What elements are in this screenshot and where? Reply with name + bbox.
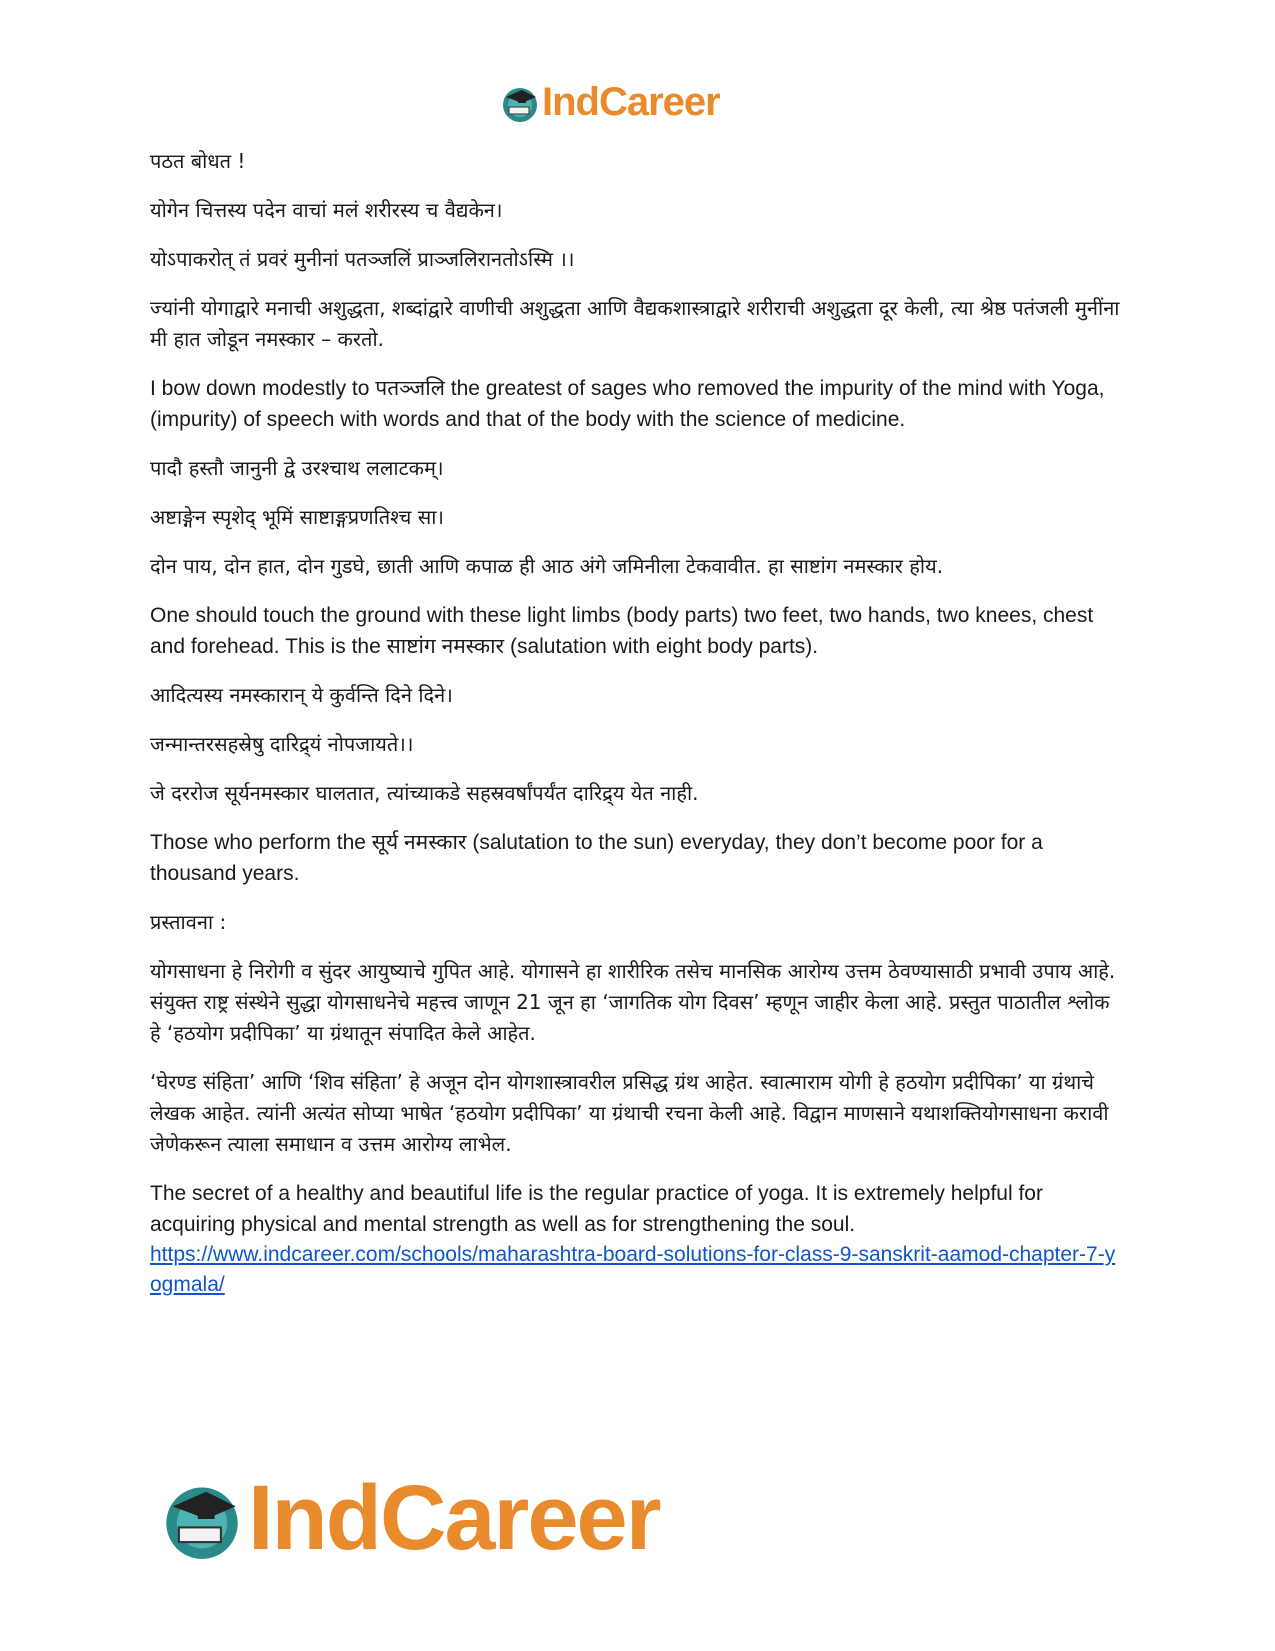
header-logo [500, 80, 720, 125]
verse-2-english: One should touch the ground with these light limbs (body parts) two feet, two hands, two knees, chest and forehead. This is the साष्टांग नमस्कार (salutation with eight body parts). [150, 604, 1094, 658]
verse-3-line-2: जन्मान्तरसहस्रेषु दारिद्र्यं नोपजायते।। [150, 732, 414, 756]
globe-graduation-cap-icon [500, 83, 540, 123]
source-link[interactable]: https://www.indcareer.com/schools/maharashtra-board-solutions-for-class-9-sanskrit-aamod-chapter-7-yogmala/ [150, 1243, 1116, 1296]
globe-graduation-cap-icon [160, 1477, 244, 1561]
intro-paragraph-1: योगसाधना हे निरोगी व सुंदर आयुष्याचे गुपित आहे. योगासने हा शारीरिक तसेच मानसिक आरोग्य उत्तम ठेवण्यासाठी प्रभावी उपाय आहे. संयुक्त राष्ट्र संस्थेने सुद्धा योगसाधनेचे महत्त्व जाणून 21 जून हा ‘जागतिक योग दिवस’ म्हणून जाहीर केला आहे. प्रस्तुत पाठातील श्लोक हे ‘हठयोग प्रदीपिका’ या ग्रंथातून संपादित केले आहेत. [150, 959, 1116, 1045]
verse-1-english: I bow down modestly to पतञ्जलि the greatest of sages who removed the impurity of the mind with Yoga, (impurity) of speech with words and that of the body with the science of medicine. [150, 377, 1105, 431]
footer-logo [160, 1466, 660, 1571]
verse-2-marathi: दोन पाय, दोन हात, दोन गुडघे, छाती आणि कपाळ ही आठ अंगे जमिनीला टेकवावीत. हा साष्टांग नमस्कार होय. [150, 554, 944, 578]
verse-3-english: Those who perform the सूर्य नमस्कार (salutation to the sun) everyday, they don’t become poor for a thousand years. [150, 831, 1043, 885]
footer-logo-text: IndCareer [248, 1467, 660, 1569]
verse-1-marathi: ज्यांनी योगाद्वारे मनाची अशुद्धता, शब्दांद्वारे वाणीची अशुद्धता आणि वैद्यकशास्त्राद्वारे शरीराची अशुद्धता दूर केली, त्या श्रेष्ठ पतंजली मुनींना मी हात जोडून नमस्कार – करतो. [150, 296, 1120, 351]
verse-3-line-1: आदित्यस्य नमस्कारान् ये कुर्वन्ति दिने दिने। [150, 683, 453, 707]
verse-2-line-2: अष्टाङ्गेन स्पृशेद् भूमिं साष्टाङ्गप्रणतिश्च सा। [150, 505, 445, 529]
verse-1-line-1: योगेन चित्तस्य पदेन वाचां मलं शरीरस्य च वैद्यकेन। [150, 198, 503, 222]
intro-english: The secret of a healthy and beautiful life is the regular practice of yoga. It is extremely helpful for acquiring physical and mental strength as well as for strengthening the soul. [150, 1182, 1043, 1236]
heading-prastavana: प्रस्तावना : [150, 910, 227, 934]
document-body [150, 146, 1125, 1300]
verse-2-line-1: पादौ हस्तौ जानुनी द्वे उरश्चाथ ललाटकम्। [150, 456, 444, 480]
intro-paragraph-2: ‘घेरण्ड संहिता’ आणि ‘शिव संहिता’ हे अजून दोन योगशास्त्रावरील प्रसिद्ध ग्रंथ आहेत. स्वात्माराम योगी हे हठयोग प्रदीपिका’ या ग्रंथाचे लेखक आहेत. त्यांनी अत्यंत सोप्या भाषेत ‘हठयोग प्रदीपिका’ या ग्रंथाची रचना केली आहे. विद्वान माणसाने यथाशक्तियोगसाधना करावी जेणेकरून त्याला समाधान व उत्तम आरोग्य लाभेल. [150, 1070, 1109, 1156]
header-logo-text: IndCareer [542, 80, 720, 124]
verse-1-line-2: योऽपाकरोत् तं प्रवरं मुनीनां पतञ्जलिं प्राञ्जलिरानतोऽस्मि ।। [150, 247, 575, 271]
verse-3-marathi: जे दररोज सूर्यनमस्कार घालतात, त्यांच्याकडे सहस्रवर्षांपर्यंत दारिद्र्य येत नाही. [150, 781, 699, 805]
heading-pathat-bodhat: पठत बोधत ! [150, 149, 246, 173]
